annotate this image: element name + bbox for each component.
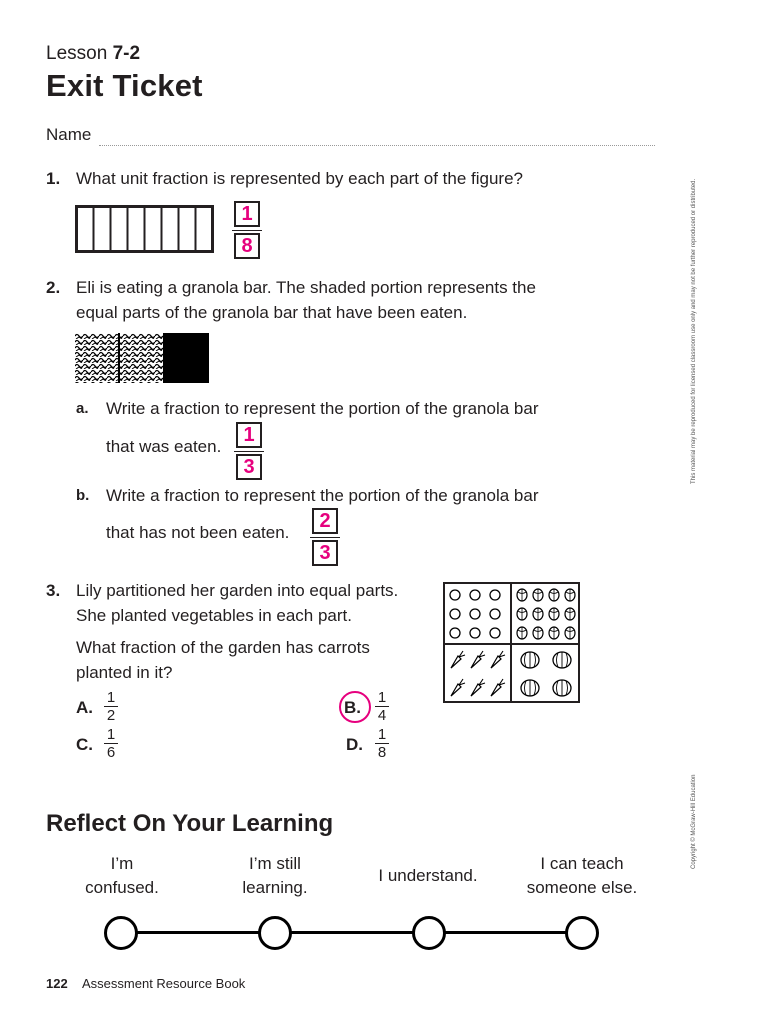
q2a-answer-denominator: 3 xyxy=(236,454,262,480)
choice-a-fraction xyxy=(104,690,118,723)
level-confused-label xyxy=(57,852,187,900)
q2a-letter: a. xyxy=(76,400,89,417)
choice-c-num: 1 xyxy=(106,726,116,743)
q1-text: What unit fraction is represented by each part of the figure? xyxy=(76,169,523,188)
level-understand-label xyxy=(363,864,493,888)
lesson-label xyxy=(46,43,140,65)
page-title: Exit Ticket xyxy=(46,68,203,103)
permission-note: This material may be reproduced for licensed classroom use only and may not be further reproduced or distributed. xyxy=(691,178,697,484)
onion-icon xyxy=(490,628,500,638)
level-teach-circle[interactable] xyxy=(565,916,599,950)
q2-number: 2. xyxy=(46,278,61,297)
choice-d-fraction xyxy=(375,727,389,760)
onion-icon xyxy=(450,590,460,600)
q2b-fraction-bar xyxy=(310,537,340,538)
q3-line1: Lily partitioned her garden into equal parts. xyxy=(76,581,399,600)
level-confused-line2: confused. xyxy=(85,878,159,897)
q2b-line1: Write a fraction to represent the portion of the granola bar xyxy=(106,486,539,505)
q2-line1: Eli is eating a granola bar. The shaded portion represents the xyxy=(76,278,536,297)
onion-icon xyxy=(470,628,480,638)
q2b-answer-denominator: 3 xyxy=(312,540,338,566)
q3-line2: She planted vegetables in each part. xyxy=(76,606,352,625)
q2a-line2: that was eaten. xyxy=(106,437,222,456)
choice-c-letter: C. xyxy=(76,735,93,754)
choice-b-den: 4 xyxy=(377,707,387,724)
level-learning-circle[interactable] xyxy=(258,916,292,950)
q2b-answer-numerator: 2 xyxy=(312,508,338,534)
q2a-line1: Write a fraction to represent the portion of the granola bar xyxy=(106,399,539,418)
q2-line2: equal parts of the granola bar that have been eaten. xyxy=(76,303,468,322)
level-confused-line1: I’m xyxy=(110,854,134,873)
lesson-number: 7-2 xyxy=(112,43,141,64)
choice-a-num: 1 xyxy=(106,689,116,706)
q2a-answer-numerator: 1 xyxy=(236,422,262,448)
onion-icon xyxy=(490,590,500,600)
granola-bar-figure xyxy=(75,333,209,383)
q2b-letter: b. xyxy=(76,487,90,504)
garden-figure xyxy=(443,582,581,704)
choice-a-den: 2 xyxy=(106,707,116,724)
level-learning-line1: I’m still xyxy=(249,854,301,873)
choice-d-num: 1 xyxy=(377,726,387,743)
name-line xyxy=(99,145,655,146)
q1-answer-denominator: 8 xyxy=(234,233,260,259)
copyright-note: Copyright © McGraw-Hill Education xyxy=(691,774,697,869)
q1-fraction-bar xyxy=(232,230,262,231)
q2a-fraction-bar xyxy=(234,451,264,452)
q1-answer-numerator: 1 xyxy=(234,201,260,227)
level-understand-circle[interactable] xyxy=(412,916,446,950)
onion-icon xyxy=(450,609,460,619)
level-understand-line1: I understand. xyxy=(378,866,478,885)
choice-b-letter: B. xyxy=(344,698,361,717)
level-teach-label xyxy=(516,852,648,900)
q3-number: 3. xyxy=(46,581,61,600)
level-confused-circle[interactable] xyxy=(104,916,138,950)
choice-a-letter: A. xyxy=(76,698,93,717)
lesson-prefix: Lesson xyxy=(46,43,108,64)
onion-icon xyxy=(470,590,480,600)
level-learning-label xyxy=(210,852,340,900)
granola-remaining-part xyxy=(163,333,209,383)
onion-icon xyxy=(450,628,460,638)
q3-line4: planted in it? xyxy=(76,663,173,682)
onion-icon xyxy=(490,609,500,619)
q1-number: 1. xyxy=(46,169,61,188)
granola-divider xyxy=(118,333,120,383)
choice-c-den: 6 xyxy=(106,744,116,761)
level-teach-line1: I can teach xyxy=(540,854,624,873)
level-learning-line2: learning. xyxy=(242,878,308,897)
onion-icon xyxy=(470,609,480,619)
book-title: Assessment Resource Book xyxy=(82,976,246,991)
choice-b-num: 1 xyxy=(377,689,387,706)
level-teach-line2: someone else. xyxy=(526,878,638,897)
q3-line3: What fraction of the garden has carrots xyxy=(76,638,370,657)
reflect-scale-line xyxy=(120,931,584,934)
choice-b-fraction xyxy=(375,690,389,723)
choice-d-den: 8 xyxy=(377,744,387,761)
choice-d-letter: D. xyxy=(346,735,363,754)
page-number: 122 xyxy=(46,976,68,991)
choice-c-fraction xyxy=(104,727,118,760)
reflect-title: Reflect On Your Learning xyxy=(46,810,334,837)
q1-figure-dividers xyxy=(94,207,196,252)
q1-figure xyxy=(75,205,215,253)
q2b-line2: that has not been eaten. xyxy=(106,523,290,542)
name-label: Name xyxy=(46,125,92,144)
